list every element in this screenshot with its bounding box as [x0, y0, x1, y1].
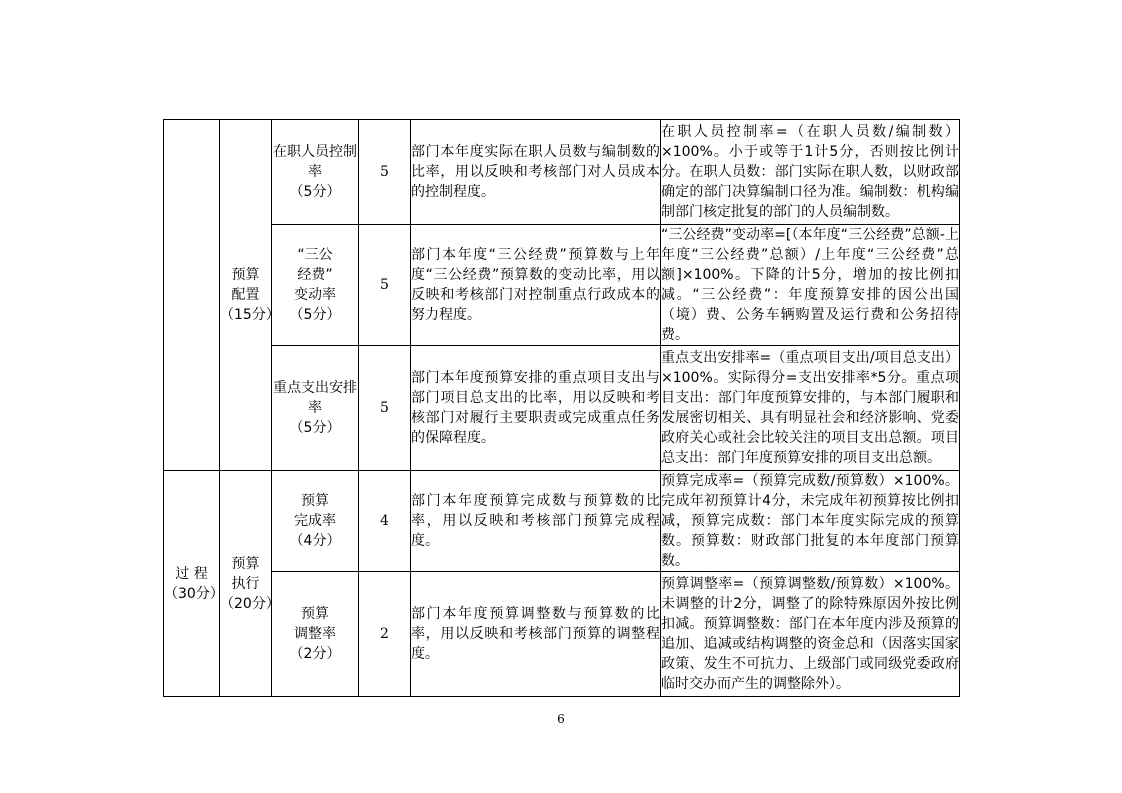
subgroup-label: 预算: [231, 267, 260, 283]
indicator-score: （5分）: [289, 184, 341, 200]
standard-cell: 预算调整率=（预算调整数/预算数）×100%。未调整的计2分，调整了的除特殊原因外按比例扣减。预算调整数：部门在本年度内涉及预算的追加、追减或结构调整的资金总和（因落实国家政策、发生不可抗力、上级部门或同级党委政府临时交办而产生的调整除外）。: [661, 572, 960, 697]
weight-cell: 4: [359, 471, 411, 572]
indicator-cell: [272, 346, 359, 471]
indicator-cell: [272, 225, 359, 346]
description-cell: 部门本年度预算安排的重点项目支出与部门项目总支出的比率，用以反映和考核部门对履行主要职责或完成重点任务的保障程度。: [411, 346, 661, 471]
standard-cell: 在职人员控制率=（在职人员数/编制数）×100%。小于或等于1计5分，否则按比例计分。在职人员数：部门实际在职人数，以财政部确定的部门决算编制口径为准。编制数：机构编制部门核定批复的部门的人员编制数。: [661, 120, 960, 225]
indicator-name: “三公: [297, 247, 333, 263]
description-cell: 部门本年度预算调整数与预算数的比率，用以反映和考核部门预算的调整程度。: [411, 572, 661, 697]
category-cell-process: [164, 471, 224, 697]
indicator-name: 率: [308, 400, 322, 416]
category-score: （30分）: [164, 585, 224, 602]
subgroup-label: 预算: [231, 555, 260, 572]
indicator-name: 变动率: [294, 287, 336, 303]
description-cell: 部门本年度实际在职人员数与编制数的比率，用以反映和考核部门对人员成本的控制程度。: [411, 120, 661, 225]
category-cell-continued: [164, 120, 220, 471]
standard-cell: 预算完成率=（预算完成数/预算数）×100%。完成年初预算计4分，未完成年初预算按比例扣减，预算完成数：部门本年度实际完成的预算数。预算数：财政部门批复的本年度部门预算数。: [661, 471, 960, 572]
subgroup-cell-budget-allocation: [220, 120, 280, 471]
indicator-name: 预算: [301, 493, 329, 509]
table-row: [164, 225, 960, 346]
indicator-name: 重点支出安排: [273, 380, 357, 396]
indicator-name: 经费”: [297, 267, 333, 283]
description-cell: 部门本年度预算完成数与预算数的比率，用以反映和考核部门预算完成程度。: [411, 471, 661, 572]
indicator-name: 完成率: [294, 513, 336, 529]
page-number: 6: [557, 712, 565, 726]
evaluation-table: [163, 119, 960, 697]
weight-cell: 5: [359, 225, 411, 346]
subgroup-score: （15分）: [220, 307, 280, 323]
subgroup-score: （20分）: [220, 595, 280, 612]
weight-cell: 5: [359, 346, 411, 471]
indicator-cell: [272, 120, 359, 225]
subgroup-label: 配置: [231, 287, 260, 303]
table-row: [164, 471, 960, 572]
indicator-name: 调整率: [294, 626, 336, 642]
indicator-name: 在职人员控制: [273, 144, 357, 160]
standard-cell: 重点支出安排率=（重点项目支出/项目总支出）×100%。实际得分=支出安排率*5分。重点项目支出：部门年度预算安排的，与本部门履职和发展密切相关、具有明显社会和经济影响、党委政府关心或社会比较关注的项目支出总额。项目总支出：部门年度预算安排的项目支出总额。: [661, 346, 960, 471]
table-row: [164, 572, 960, 697]
indicator-name: 预算: [301, 606, 329, 622]
indicator-name: 率: [308, 164, 322, 180]
standard-cell: “三公经费”变动率=[（本年度“三公经费”总额-上年度“三公经费”总额）/上年度“三公经费”总额]×100%。下降的计5分，增加的按比例扣减。“三公经费”：年度预算安排的因公出国（境）费、公务车辆购置及运行费和公务招待费。: [661, 225, 960, 346]
indicator-cell: [272, 572, 359, 697]
category-label: 过 程: [175, 565, 208, 582]
subgroup-label: 执行: [231, 575, 260, 592]
weight-cell: 5: [359, 120, 411, 225]
description-cell: 部门本年度“三公经费”预算数与上年度“三公经费”预算数的变动比率，用以反映和考核部门对控制重点行政成本的努力程度。: [411, 225, 661, 346]
indicator-score: （5分）: [289, 420, 341, 436]
indicator-score: （2分）: [289, 646, 341, 662]
subgroup-cell-budget-execution: [220, 471, 280, 697]
table-row: [164, 346, 960, 471]
indicator-cell: [272, 471, 359, 572]
table-row: [164, 120, 960, 225]
indicator-score: （4分）: [289, 533, 341, 549]
indicator-score: （5分）: [289, 307, 341, 323]
weight-cell: 2: [359, 572, 411, 697]
